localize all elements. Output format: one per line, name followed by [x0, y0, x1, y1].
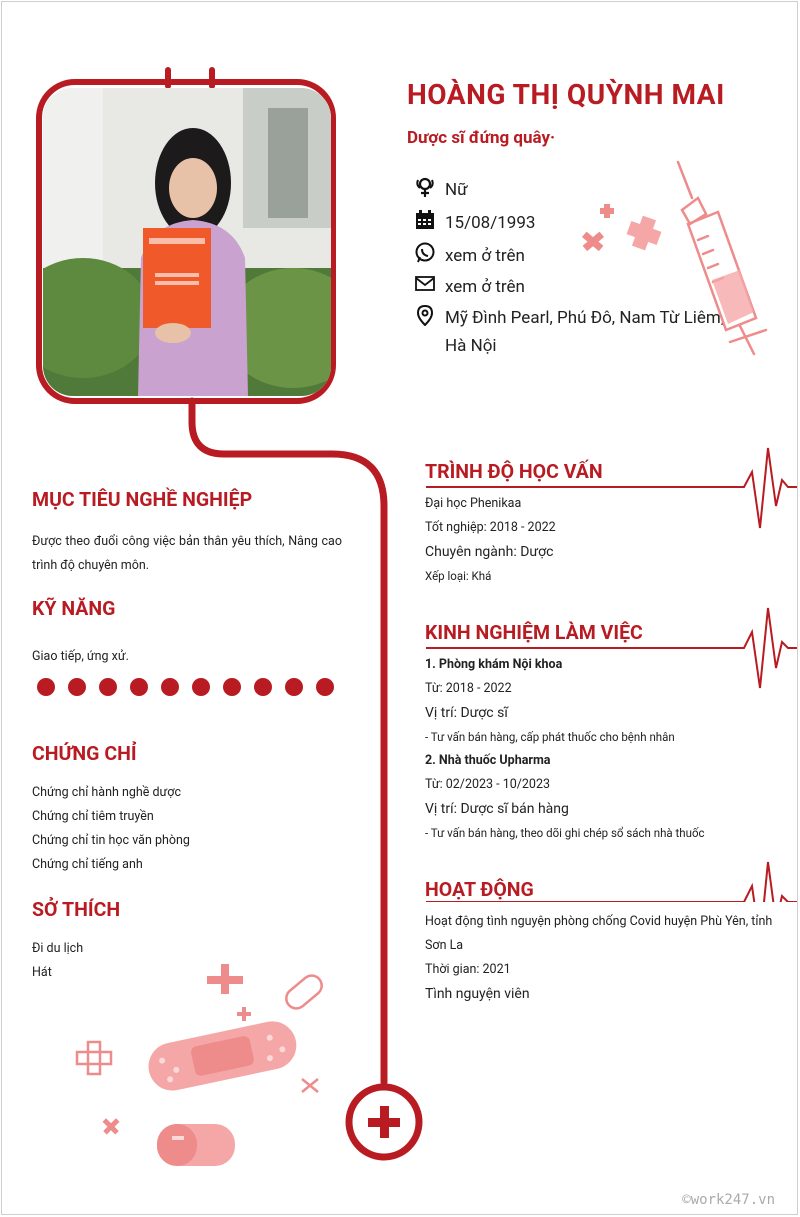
- experience-title: KINH NGHIỆM LÀM VIỆC: [425, 621, 643, 644]
- job-position: Vị trí: Dược sĩ: [425, 705, 508, 721]
- hobby-item: Đi du lịch: [32, 941, 84, 956]
- rating-dot: [254, 678, 272, 696]
- address-line-2: Hà Nội: [445, 336, 497, 356]
- info-email: [414, 273, 525, 301]
- profile-photo: [43, 88, 331, 396]
- job-period: Từ: 02/2023 - 10/2023: [425, 777, 551, 792]
- rating-dot: [130, 678, 148, 696]
- certificate-item: Chứng chỉ hành nghề dược: [32, 785, 181, 800]
- bandage-pill-decoration: [62, 964, 342, 1174]
- info-dob: [414, 209, 535, 237]
- gender-value: Nữ: [445, 180, 468, 200]
- certificate-item: Chứng chỉ tiếng anh: [32, 857, 143, 872]
- info-gender: [414, 176, 468, 204]
- rating-dot: [68, 678, 86, 696]
- skills-title: KỸ NĂNG: [32, 597, 116, 620]
- hobby-item: Hát: [32, 965, 52, 980]
- skill-rating: [37, 678, 334, 696]
- watermark: ©work247.vn: [682, 1192, 775, 1208]
- rating-dot: [161, 678, 179, 696]
- resume-page: [1, 1, 798, 1215]
- education-major: Chuyên ngành: Dược: [425, 544, 554, 560]
- activities-title: HOẠT ĐỘNG: [425, 878, 534, 901]
- phone-value: xem ở trên: [445, 246, 525, 266]
- rating-dot: [37, 678, 55, 696]
- activity-time: Thời gian: 2021: [425, 962, 511, 977]
- objective-title: MỤC TIÊU NGHỀ NGHIỆP: [32, 488, 253, 511]
- candidate-name: HOÀNG THỊ QUỲNH MAI: [407, 78, 725, 111]
- certificate-item: Chứng chỉ tiêm truyền: [32, 809, 154, 824]
- activity-text: Hoạt động tình nguyện phòng chống Covid huyện Phù Yên, tỉnh Sơn La: [425, 914, 773, 953]
- education-title: TRÌNH ĐỘ HỌC VẤN: [425, 460, 603, 483]
- whatsapp-icon: [414, 242, 436, 264]
- rating-dot: [316, 678, 334, 696]
- syringe-decoration: [570, 158, 775, 358]
- education-graduation: Tốt nghiệp: 2018 - 2022: [425, 520, 556, 535]
- skill-item: Giao tiếp, ứng xử.: [32, 649, 129, 664]
- calendar-icon: [414, 209, 436, 231]
- certificates-title: CHỨNG CHỈ: [32, 742, 137, 765]
- address-line-1: Mỹ Đình Pearl, Phú Đô, Nam Từ Liêm,: [445, 308, 725, 328]
- hobbies-title: SỞ THÍCH: [32, 898, 121, 921]
- education-school: Đại học Phenikaa: [425, 496, 522, 511]
- job-position: Vị trí: Dược sĩ bán hàng: [425, 801, 569, 817]
- job-description: - Tư vấn bán hàng, theo dõi ghi chép sổ sách nhà thuốc: [425, 826, 705, 840]
- rating-dot: [285, 678, 303, 696]
- email-value: xem ở trên: [445, 277, 525, 297]
- activity-role: Tình nguyện viên: [425, 986, 530, 1002]
- email-icon: [414, 273, 436, 295]
- job-name: 1. Phòng khám Nội khoa: [425, 657, 563, 672]
- info-phone: [414, 242, 525, 270]
- location-pin-icon: [414, 304, 436, 326]
- dob-value: 15/08/1993: [445, 213, 536, 233]
- certificate-item: Chứng chỉ tin học văn phòng: [32, 833, 190, 848]
- job-name: 2. Nhà thuốc Upharma: [425, 753, 551, 768]
- job-period: Từ: 2018 - 2022: [425, 681, 512, 696]
- rating-dot: [192, 678, 210, 696]
- job-description: - Tư vấn bán hàng, cấp phát thuốc cho bệnh nhân: [425, 730, 675, 744]
- objective-text: Được theo đuổi công việc bản thân yêu thích, Nâng cao trình độ chuyên môn.: [32, 534, 342, 573]
- rating-dot: [99, 678, 117, 696]
- candidate-role: Dược sĩ đứng quây·: [407, 128, 556, 148]
- education-rank: Xếp loại: Khá: [425, 569, 492, 583]
- rating-dot: [223, 678, 241, 696]
- gender-icon: [414, 176, 436, 198]
